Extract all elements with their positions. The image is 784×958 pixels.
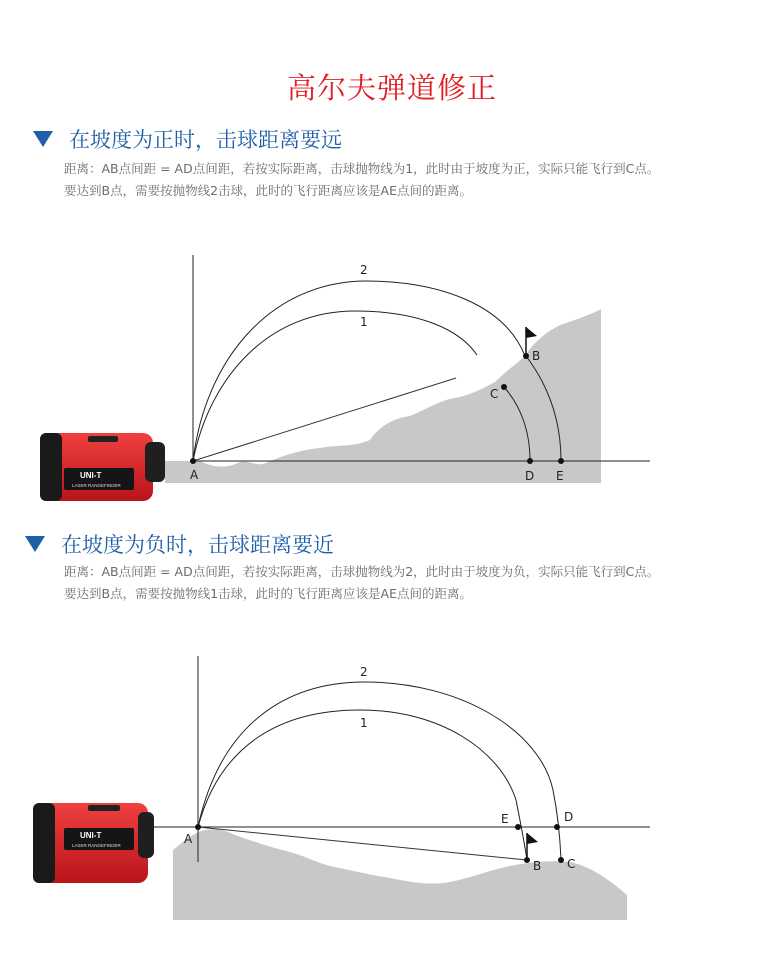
label-curve-1-b: 1	[360, 716, 368, 730]
section-1-desc-line-1: 距离：AB点间距 = AD点间距，若按实际距离，击球抛物线为1，此时由于坡度为正，实际只能飞行到C点。	[64, 161, 660, 176]
label-A: A	[190, 468, 199, 482]
point-E-2	[515, 824, 521, 830]
label-curve-2: 2	[360, 263, 368, 277]
section-2-heading-text: 在坡度为负时，击球距离要近	[61, 533, 334, 557]
point-D-2	[554, 824, 560, 830]
device-subtitle-2: LASER RANGEFINDER	[72, 843, 121, 848]
label-C: C	[490, 387, 499, 401]
point-B-2	[524, 857, 530, 863]
label-D: D	[525, 469, 535, 483]
device-subtitle: LASER RANGEFINDER	[72, 483, 121, 488]
label-E-2: E	[501, 812, 509, 826]
trajectory-2-b	[198, 682, 553, 827]
point-A	[190, 458, 196, 464]
terrain-downhill	[173, 829, 627, 920]
point-C	[501, 384, 507, 390]
page-title: 高尔夫弹道修正	[286, 71, 497, 105]
trajectory-1-b	[198, 710, 516, 827]
label-A-2: A	[184, 832, 193, 846]
label-E: E	[556, 469, 564, 483]
label-D-2: D	[564, 810, 574, 824]
point-D	[527, 458, 533, 464]
point-A-2	[195, 824, 201, 830]
label-curve-1: 1	[360, 315, 368, 329]
rangefinder-device-icon	[40, 433, 165, 501]
flag-icon	[526, 327, 537, 338]
device-brand-2: UNI-T	[80, 831, 102, 840]
flag-icon-2	[527, 833, 538, 844]
section-1-desc-line-2: 要达到B点，需要按抛物线2击球，此时的飞行距离应该是AE点间的距离。	[64, 183, 472, 198]
label-B-2: B	[533, 859, 542, 873]
label-B: B	[532, 349, 541, 363]
diagram-positive-slope	[40, 255, 650, 501]
section-2-desc-line-2: 要达到B点，需要按抛物线1击球，此时的飞行距离应该是AE点间的距离。	[64, 586, 472, 601]
point-B	[523, 353, 529, 359]
point-C-2	[558, 857, 564, 863]
diagram-negative-slope	[33, 656, 650, 920]
label-C-2: C	[567, 857, 576, 871]
section-2-desc-line-1: 距离：AB点间距 = AD点间距，若按实际距离，击球抛物线为2，此时由于坡度为负，实际只能飞行到C点。	[64, 564, 660, 579]
trajectory-1-tail	[516, 800, 527, 860]
device-brand: UNI-T	[80, 471, 102, 480]
rangefinder-device-icon-2	[33, 803, 154, 883]
point-E	[558, 458, 564, 464]
section-1-heading-text: 在坡度为正时，击球距离要远	[69, 128, 342, 152]
label-curve-2-b: 2	[360, 665, 368, 679]
